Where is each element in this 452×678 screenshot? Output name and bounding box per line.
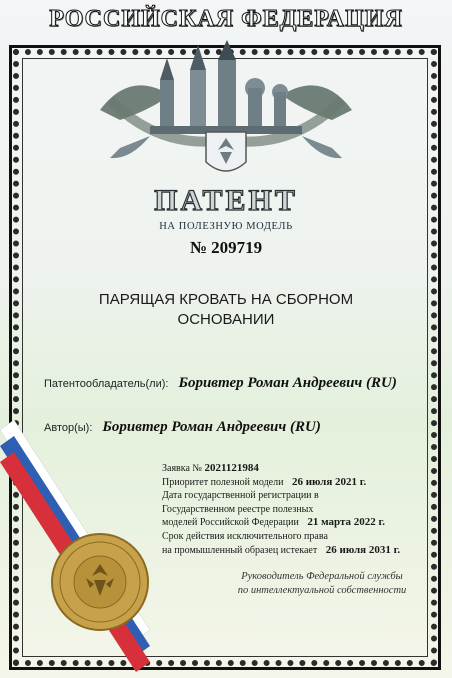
application-label: Заявка №	[162, 463, 202, 474]
official-seal-icon	[50, 532, 150, 632]
application-line	[162, 462, 412, 476]
signatory-line: по интеллектуальной собственности	[237, 585, 407, 596]
priority-label: Приоритет полезной модели	[162, 476, 284, 488]
registration-line: Государственном реестре полезных	[162, 503, 314, 515]
author-value: Боривтер Роман Андреевич (RU)	[102, 419, 321, 435]
term-label: на промышленный образец истекает	[162, 544, 318, 556]
registration-date: 21 марта 2022 г.	[307, 516, 386, 529]
holder-label: Патентообладатель(ли):	[44, 378, 169, 390]
term-date: 26 июля 2031 г.	[325, 543, 401, 556]
priority-line	[162, 476, 412, 490]
invention-title	[60, 290, 392, 330]
patent-number: № 209719	[189, 238, 263, 257]
document-type-heading: ПАТЕНТ	[154, 184, 298, 217]
registration-line: Дата государственной регистрации в	[162, 490, 319, 502]
application-number: 2021121984	[204, 462, 259, 474]
registration-line	[162, 516, 412, 530]
registration-details	[162, 462, 412, 557]
invention-title-line: ПАРЯЩАЯ КРОВАТЬ НА СБОРНОМ	[98, 291, 354, 308]
holder-value: Боривтер Роман Андреевич (RU)	[178, 375, 397, 391]
term-line: Срок действия исключительного права	[162, 530, 328, 542]
signatory-line: Руководитель Федеральной службы	[241, 571, 403, 582]
document-subtitle: НА ПОЛЕЗНУЮ МОДЕЛЬ	[159, 221, 293, 232]
kremlin-emblem-icon	[90, 40, 362, 190]
term-line	[162, 544, 412, 558]
priority-date: 26 июля 2021 г.	[291, 475, 367, 488]
author-label: Автор(ы):	[44, 422, 93, 434]
country-heading: РОССИЙСКАЯ ФЕДЕРАЦИЯ	[49, 6, 403, 32]
invention-title-line: ОСНОВАНИИ	[177, 311, 275, 328]
signatory-title	[222, 570, 422, 598]
holder-row	[44, 374, 397, 392]
registration-label: моделей Российской Федерации	[162, 517, 299, 529]
